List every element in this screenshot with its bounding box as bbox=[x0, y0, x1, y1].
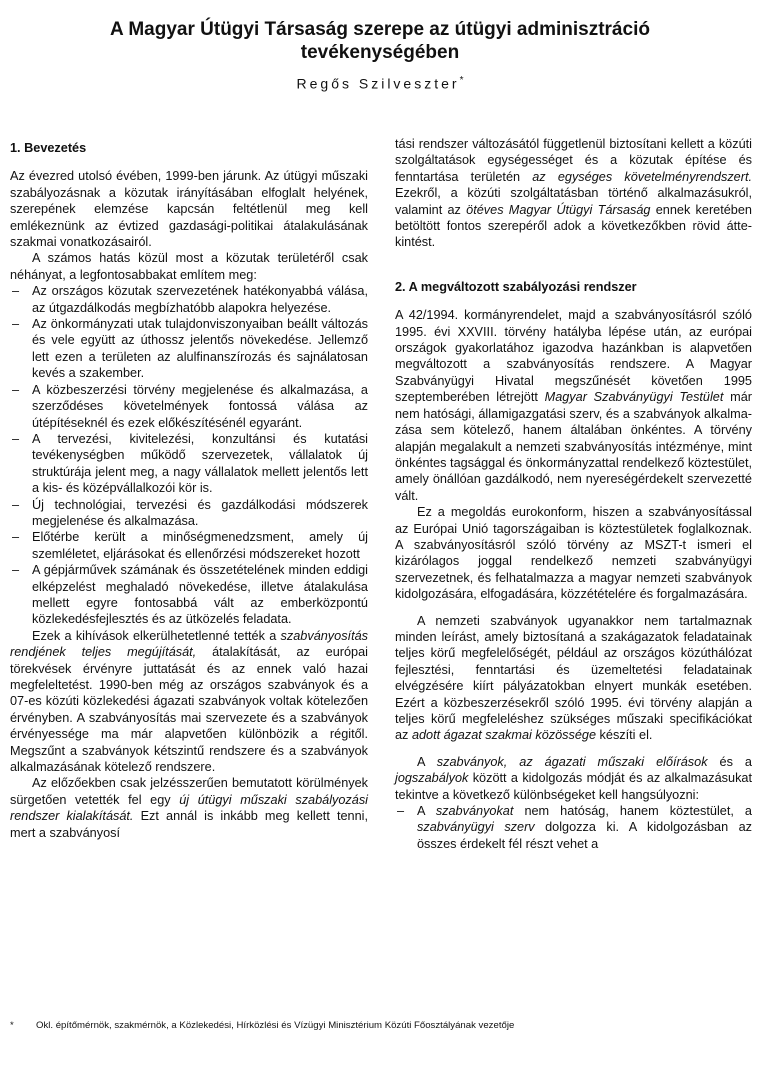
paragraph: A 42/1994. kormányrendelet, majd a szabványosításról szóló 1995. évi XXVIII. törvény hatályba lépése után, az európai országok gyakorlatához igazodva hazánkban is alapvetően megváltozott a szabványosítás rendszere. A Magyar Szabványügyi Hivatal megszűnését követően 1995 szeptemberében létrejött Magyar Szabványügyi Testület már nem hatósági, államigazgatási szerv, és a szabványok alkalmazása sem kötelező, hanem általában önkéntes. A törvény alapján megalakult a nemzeti szabványosítás intézménye, mint önkéntes tagsággal és önkormányzattal rendelkező köztestület, amely önállóan gazdálkodó, nem nyereségérdekelt szervezetté vált. bbox=[395, 308, 752, 503]
paragraph: Az előzőekben csak jelzésszerűen bemutatott körülmények sürgetően vetették fel egy új útügyi műszaki szabályozási rendszer kialakítását. Ezt annál is inkább meg kellett tenni, mert a szabványosí bbox=[10, 776, 368, 840]
spacer bbox=[395, 744, 752, 754]
list-item: – Új technológiai, tervezési és gazdálkodási módszerek megjelenése és alkalmazása. bbox=[10, 497, 368, 530]
paragraph: Az évezred utolsó évében, 1999-ben járunk. Az útügyi műszaki szabályozásnak a közutak irányításában elfoglalt helyének, szerepének elemzése kapcsán feltétlenül meg kell emlékeznünk az évtized gazdasági-politikai átalakulásának szakmai vonatkozásairól. bbox=[10, 169, 368, 250]
impact-list bbox=[10, 283, 368, 628]
paragraph: A nemzeti szabványok ugyanakkor nem tartalmaznak minden leírást, amely biztosítaná a szakágazatok feladatainak teljes körű megfelelőségét, például az országos közúthálózat fejlesztési, fenntartási és üzemeltetési feladatainak elvégzésére kiírt pályázatokban elnyert munkák esetében. Ezért a közbeszerzésekről szóló 1995. évi törvény alapján a teljes körű megfeleléshez szükséges műszaki specifikációkat az adott ágazat szakmai közössége készíti el. bbox=[395, 613, 752, 743]
section-2-heading: 2. A megváltozott szabályozási rendszer bbox=[395, 279, 637, 294]
list-item: – A gépjárművek számának és összetételének minden eddigi elképzelést meghaladó növekedése, illetve átalakulása mellett egyre fontosabbá vált az emberközpontú közlekedésfejlesztés és az ütközelés feladata. bbox=[10, 562, 368, 628]
spacer bbox=[395, 251, 752, 279]
author-footnote-mark: * bbox=[459, 75, 464, 86]
paragraph: A számos hatás közül most a közutak területéről csak néhányat, a legfontosabbakat említem meg: bbox=[10, 251, 368, 282]
section-1-heading: 1. Bevezetés bbox=[10, 141, 87, 155]
article-author bbox=[40, 75, 720, 92]
left-column bbox=[10, 140, 368, 841]
spacer bbox=[395, 603, 752, 613]
footnote bbox=[10, 1020, 750, 1032]
footnote-text: Okl. építőmérnök, szakmérnök, a Közlekedési, Hírközlési és Vízügyi Minisztérium Közúti Főosztályának vezetője bbox=[36, 1020, 515, 1031]
list-item: – A közbeszerzési törvény megjelenése és alkalmazása, a szerződéses követelmények fontossá válása az útépítéseknél és ezek előkészítésénél egyaránt. bbox=[10, 382, 368, 431]
list-item: – Előtérbe került a minőségmenedzsment, amely új szemléletet, eljárásokat és ellenőrzési módszereket hozott bbox=[10, 529, 368, 562]
paragraph: tási rendszer változásától függetlenül biztosítani kellett a közúti szolgáltatások egységességet és a közutak építése és fenntartása területén az egységes követelményrendszert. Ezekről, a közúti szolgáltatásban történő alkalmazásukról, valamint az ötéves Magyar Útügyi Társaság ennek keretében betöltött fontos szerepéről adok a következőkben rövid áttekintést. bbox=[395, 137, 752, 250]
list-item: – A szabványokat nem hatóság, hanem köztestület, a szabványügyi szerv dolgozza ki. A kidolgozásban az összes érdekelt fél részt vehet a bbox=[395, 803, 752, 852]
list-item: – Az önkormányzati utak tulajdonviszonyaiban beállt változás és vele együtt az úthossz jelentős növekedése. Jellemző lett ezen a területen az alulfinanszírozás és sajnálatosan kevés a szakember. bbox=[10, 316, 368, 382]
paragraph: Ez a megoldás eurokonform, hiszen a szabványosítással az Európai Unió tagországaiban is köztestületek foglalkoznak. A szabványosításról szóló törvény az MSZT-t ismeri el kizárólagos joggal rendelkező nemzeti szabványügyi szervezetnek, és felhatalmazza a magyar nemzeti szabványok kidolgozására, elfogadására, közzétételére és forgalmazására. bbox=[395, 505, 752, 602]
paragraph: A szabványok, az ágazati műszaki előírások és a jogszabályok között a kidolgozás módját és az alkalmazásukat tekintve a következő különbségeket kell hangsúlyozni: bbox=[395, 754, 752, 802]
difference-list bbox=[395, 803, 752, 852]
right-column bbox=[395, 136, 752, 852]
author-name: Regős Szilveszter bbox=[296, 75, 460, 92]
article-title: A Magyar Útügyi Társaság szerepe az útügyi adminisztráció tevékenységében bbox=[110, 19, 650, 63]
paragraph: Ezek a kihívások elkerülhetetlenné tették a szabványosítás rendjének teljes megújítását, átalakítását, az európai törekvések érvényre juttatását és az ennek való hazai megfeleltetést. 1990-ben még az országos szabványok és a 07-es közúti közlekedési ágazati szabványok voltak kötelezően érvényben. A szabványosítás mai szervezete és a szabványok érvényessége ma már alapvetően különbözik a régitől. Megszűnt a szabványok kétszintű rendszere és a szabványok alkalmazásának kötelező rendszere. bbox=[10, 628, 368, 775]
list-item: – Az országos közutak szervezetének hatékonyabbá válása, az útgazdálkodás megbízhatóbb alapokra helyezése. bbox=[10, 283, 368, 316]
list-item: – A tervezési, kivitelezési, konzultánsi és kutatási tevékenységben működő szervezetek, vállalatok új struktúrája jelent meg, a nagy vállalatok mellett jelentős lett a kis- és középvállalkozói kör is. bbox=[10, 431, 368, 497]
footnote-mark: * bbox=[10, 1020, 14, 1031]
